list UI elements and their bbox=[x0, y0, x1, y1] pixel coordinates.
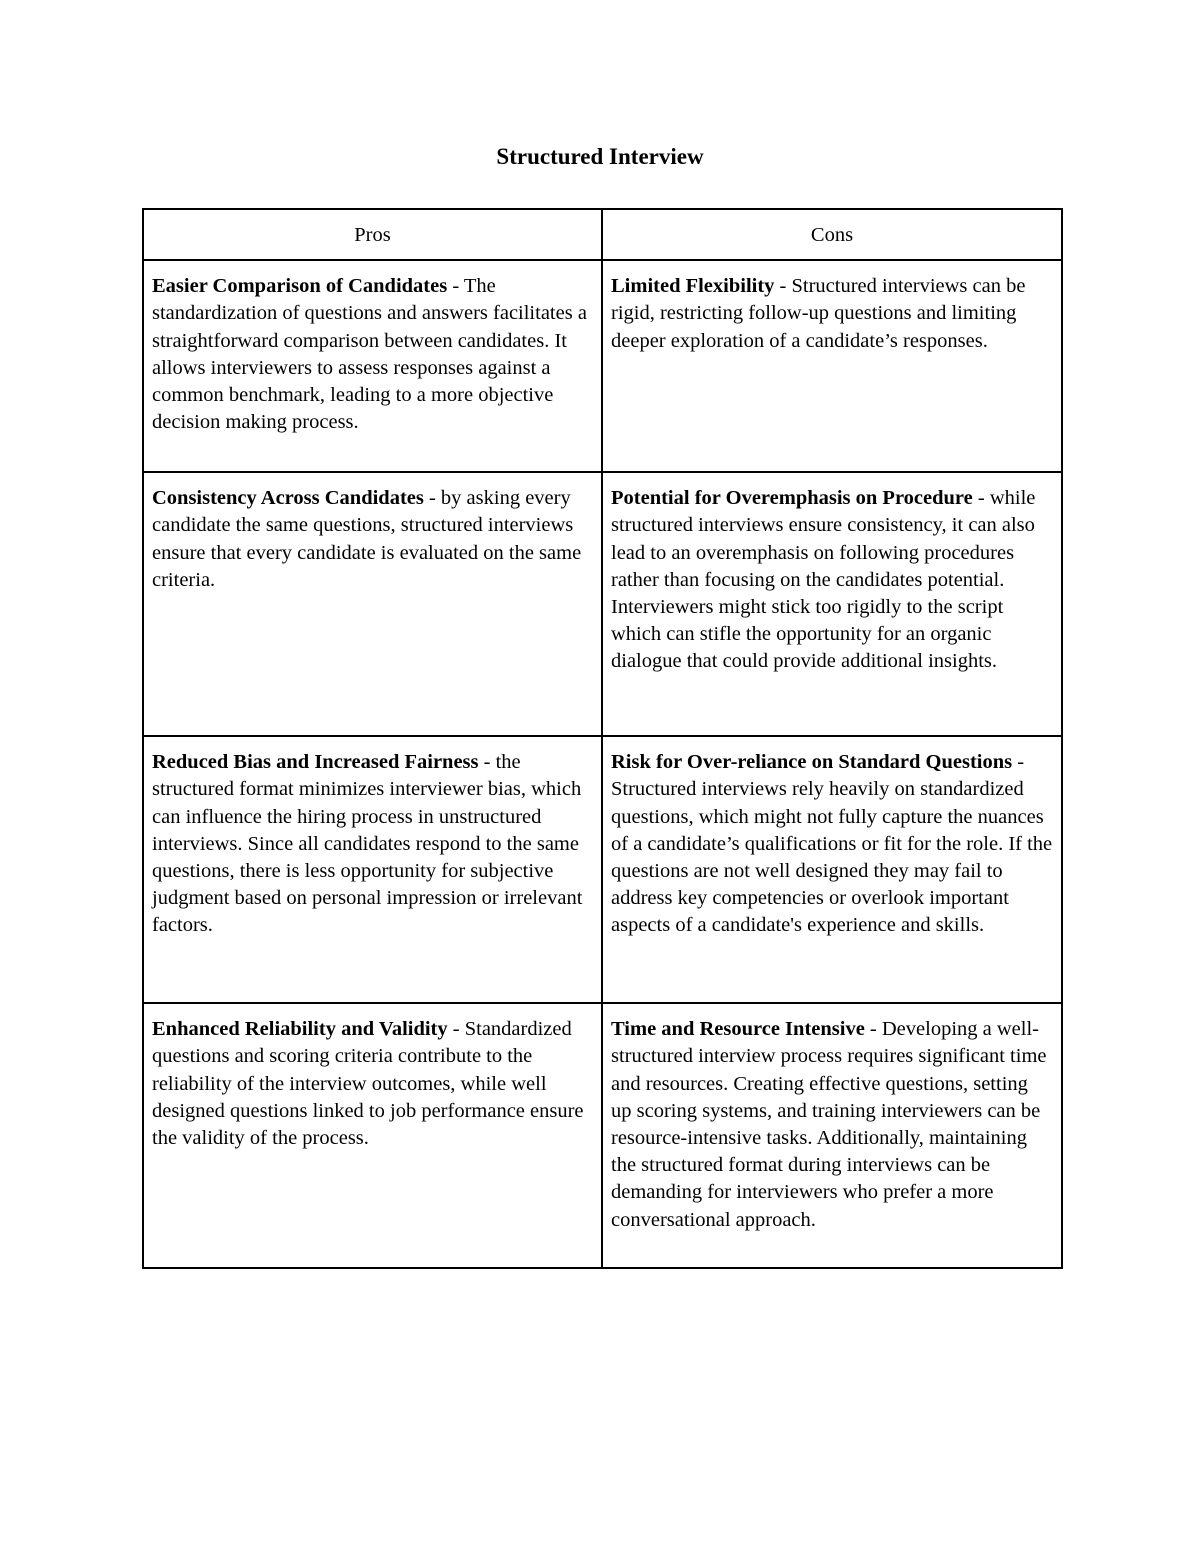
con-cell bbox=[602, 1003, 1062, 1268]
pro-text: - the structured format minimizes interviewer bias, which can influence the hiring process in unstructured interviews. Since all candidates respond to the same questions, there is less opportunity for subjective judgment based on personal impression or irrelevant factors. bbox=[152, 751, 583, 937]
table-row bbox=[143, 472, 1062, 736]
con-heading: Potential for Overemphasis on Procedure bbox=[611, 487, 973, 510]
con-heading: Risk for Over-reliance on Standard Questions bbox=[611, 751, 1013, 774]
con-cell bbox=[602, 260, 1062, 472]
pro-heading: Reduced Bias and Increased Fairness bbox=[152, 751, 479, 774]
page-title: Structured Interview bbox=[496, 144, 704, 169]
table-row bbox=[143, 736, 1062, 1003]
header-pros: Pros bbox=[143, 209, 602, 260]
pro-cell bbox=[143, 260, 602, 472]
pro-text: - The standardization of questions and answers facilitates a straightforward comparison between candidates. It allows interviewers to assess responses against a common benchmark, leading to a more objective decision making process. bbox=[152, 275, 587, 434]
con-text: - while structured interviews ensure consistency, it can also lead to an overemphasis on following procedures rather than focusing on the candidates potential. Interviewers might stick too rigidly to the script which can stifle the opportunity for an organic dialogue that could provide additional insights. bbox=[611, 487, 1036, 673]
con-heading: Limited Flexibility bbox=[611, 275, 775, 298]
pro-cell bbox=[143, 472, 602, 736]
pro-text: - Standardized questions and scoring criteria contribute to the reliability of the interview outcomes, while well designed questions linked to job performance ensure the validity of the process. bbox=[152, 1018, 584, 1150]
table-row bbox=[143, 260, 1062, 472]
con-text: - Structured interviews rely heavily on standardized questions, which might not fully capture the nuances of a candidate’s qualifications or fit for the role. If the questions are not well designed they may fail to address key competencies or overlook important aspects of a candidate's experience and skills. bbox=[611, 751, 1053, 937]
pro-heading: Easier Comparison of Candidates bbox=[152, 275, 448, 298]
con-cell bbox=[602, 472, 1062, 736]
table-header-row bbox=[143, 209, 1062, 260]
pros-cons-table bbox=[142, 208, 1063, 1269]
con-text: - Developing a well-structured interview process requires significant time and resources. Creating effective questions, setting up scoring systems, and training interviewers can be resource-intensive tasks. Additionally, maintaining the structured format during interviews can be demanding for interviewers who prefer a more conversational approach. bbox=[611, 1018, 1047, 1231]
pro-heading: Consistency Across Candidates bbox=[152, 487, 424, 510]
con-cell bbox=[602, 736, 1062, 1003]
table-row bbox=[143, 1003, 1062, 1268]
pro-heading: Enhanced Reliability and Validity bbox=[152, 1018, 448, 1041]
pro-cell bbox=[143, 736, 602, 1003]
header-cons: Cons bbox=[602, 209, 1062, 260]
pro-cell bbox=[143, 1003, 602, 1268]
con-text: - Structured interviews can be rigid, restricting follow-up questions and limiting deeper exploration of a candidate’s responses. bbox=[611, 275, 1026, 352]
pro-text: - by asking every candidate the same questions, structured interviews ensure that every candidate is evaluated on the same criteria. bbox=[152, 487, 582, 591]
con-heading: Time and Resource Intensive bbox=[611, 1018, 865, 1041]
